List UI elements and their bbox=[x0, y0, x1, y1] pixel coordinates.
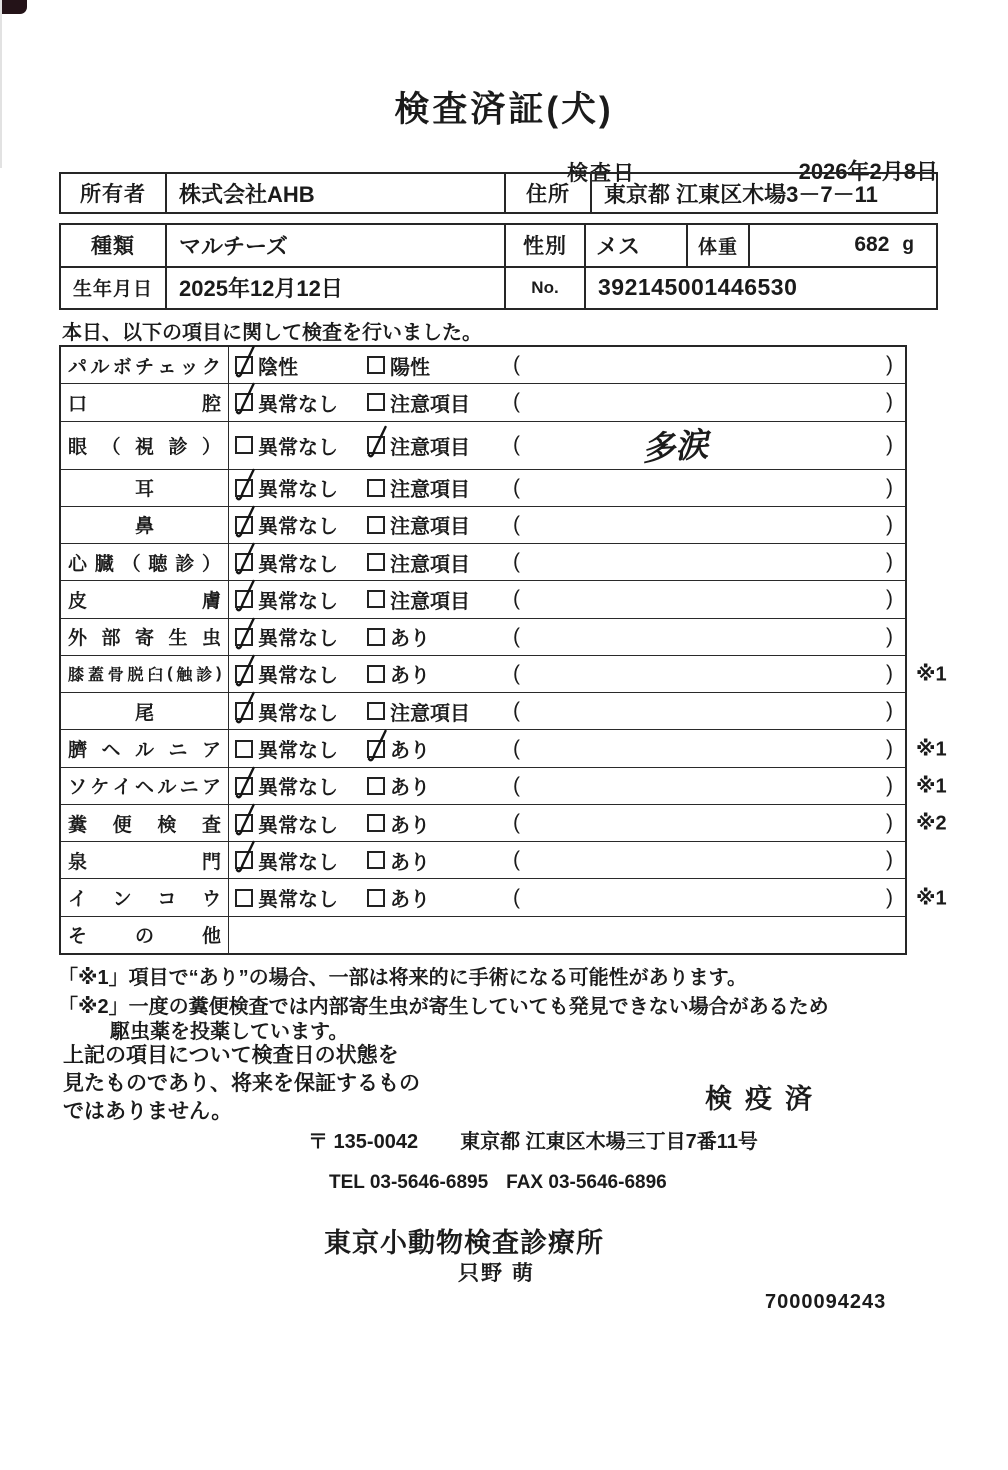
option-1 bbox=[235, 510, 367, 539]
check-mark-icon bbox=[365, 424, 389, 458]
paren-note bbox=[520, 774, 886, 797]
checkbox-icon bbox=[235, 702, 253, 720]
checkup-row bbox=[61, 421, 905, 469]
checkbox-icon bbox=[235, 393, 253, 411]
checkbox-icon bbox=[367, 553, 385, 571]
checkup-row bbox=[61, 580, 905, 617]
checkbox-icon bbox=[235, 740, 253, 758]
footnote-mark: ※1 bbox=[916, 775, 947, 798]
option-1 bbox=[235, 431, 367, 460]
clinic-tel-line bbox=[329, 1172, 667, 1194]
check-mark-icon bbox=[233, 541, 257, 575]
checkup-item-label: 眼 （ 視 診 ） bbox=[61, 422, 229, 469]
checkup-item-label: イ ン コ ウ bbox=[61, 879, 229, 915]
option-2-label: あり bbox=[390, 740, 430, 763]
check-mark-icon bbox=[233, 467, 257, 501]
paren-note bbox=[520, 588, 886, 611]
option-1 bbox=[235, 659, 367, 688]
option-1-label: 異常なし bbox=[258, 889, 338, 912]
footnote-mark: ※2 bbox=[916, 812, 947, 835]
option-2 bbox=[367, 351, 513, 380]
breed-label: 種類 bbox=[91, 235, 135, 259]
pet-table bbox=[59, 223, 938, 310]
option-1-label: 異常なし bbox=[258, 479, 338, 502]
disclaimer-line-1: 上記の項目について検査日の状態を bbox=[63, 1044, 399, 1067]
checkup-row bbox=[61, 618, 905, 655]
checkbox-icon bbox=[235, 777, 253, 795]
serial-number: 7000094243 bbox=[765, 1291, 887, 1313]
checkbox-icon bbox=[235, 553, 253, 571]
checkup-row bbox=[61, 506, 905, 543]
option-2 bbox=[367, 388, 513, 417]
disclaimer bbox=[63, 1042, 420, 1126]
check-mark-icon bbox=[233, 578, 257, 612]
checkbox-icon bbox=[367, 814, 385, 832]
checkup-item-label: ソ ケ イ ヘ ル ニ ア bbox=[61, 768, 229, 804]
no-value: 392145001446530 bbox=[584, 268, 936, 309]
option-1-label: 異常なし bbox=[258, 393, 338, 416]
paren-close: ) bbox=[886, 885, 893, 909]
check-mark-icon bbox=[233, 690, 257, 724]
checkbox-icon bbox=[367, 777, 385, 795]
paren-note bbox=[520, 513, 886, 536]
option-2-label: 注意項目 bbox=[390, 436, 470, 459]
option-2-label: あり bbox=[390, 628, 430, 651]
checkup-item-result bbox=[229, 581, 905, 617]
paren-open: ( bbox=[513, 773, 520, 797]
option-2-label: 陽性 bbox=[390, 356, 430, 379]
weight-value-cell bbox=[748, 225, 936, 266]
scan-artifact bbox=[0, 0, 27, 14]
option-2 bbox=[367, 585, 513, 614]
paren-open: ( bbox=[513, 624, 520, 648]
checkup-row bbox=[61, 347, 905, 383]
option-1 bbox=[235, 548, 367, 577]
checkup-item-result bbox=[229, 805, 905, 841]
sex-label: 性別 bbox=[504, 225, 584, 266]
checkbox-icon bbox=[367, 889, 385, 907]
option-1 bbox=[235, 622, 367, 651]
paren-close: ) bbox=[886, 587, 893, 611]
disclaimer-line-3: ではありません。 bbox=[63, 1100, 233, 1123]
checkup-item-label: 尾 bbox=[61, 693, 229, 729]
checkup-item-label: そ の 他 bbox=[61, 917, 229, 953]
birth-value: 2025年12月12日 bbox=[165, 268, 504, 309]
paren-close: ) bbox=[886, 848, 893, 872]
checkup-item-result bbox=[229, 544, 905, 580]
paren-close: ) bbox=[886, 512, 893, 536]
option-2 bbox=[367, 431, 513, 460]
handwritten-note: 多涙 bbox=[640, 424, 710, 468]
paren-open: ( bbox=[513, 699, 520, 723]
pet-row-1 bbox=[61, 225, 936, 266]
checkup-item-result bbox=[229, 693, 905, 729]
paren-close: ) bbox=[886, 811, 893, 835]
option-1-label: 異常なし bbox=[258, 702, 338, 725]
paren-close: ) bbox=[886, 390, 893, 414]
checkbox-icon bbox=[235, 356, 253, 374]
option-1 bbox=[235, 883, 367, 912]
option-2-label: あり bbox=[390, 814, 430, 837]
footnote-mark: ※1 bbox=[916, 887, 947, 910]
weight-value: 682 bbox=[854, 233, 890, 257]
paren-note bbox=[520, 551, 886, 574]
option-1 bbox=[235, 473, 367, 502]
checkup-item-result bbox=[229, 422, 905, 469]
owner-row bbox=[61, 174, 936, 212]
paren-open: ( bbox=[513, 661, 520, 685]
checkbox-icon bbox=[235, 889, 253, 907]
option-1-label: 異常なし bbox=[258, 851, 338, 874]
option-1 bbox=[235, 388, 367, 417]
paren-close: ) bbox=[886, 736, 893, 760]
checkup-item-label: 心 臓 （ 聴 診 ） bbox=[61, 544, 229, 580]
paren-note bbox=[520, 849, 886, 872]
checkup-item-result bbox=[229, 507, 905, 543]
checkup-item-result bbox=[229, 768, 905, 804]
paren-close: ) bbox=[886, 550, 893, 574]
paren-open: ( bbox=[513, 353, 520, 377]
check-mark-icon bbox=[233, 839, 257, 873]
checkbox-icon bbox=[235, 665, 253, 683]
checkbox-icon bbox=[235, 436, 253, 454]
option-1 bbox=[235, 846, 367, 875]
check-mark-icon bbox=[233, 765, 257, 799]
paren-close: ) bbox=[886, 773, 893, 797]
option-1-label: 異常なし bbox=[258, 628, 338, 651]
paren-note bbox=[520, 886, 886, 909]
option-1-label: 異常なし bbox=[258, 814, 338, 837]
checkup-row bbox=[61, 729, 947, 766]
checkup-item-label: 糞 便 検 査 bbox=[61, 805, 229, 841]
option-2 bbox=[367, 473, 513, 502]
option-1-label: 異常なし bbox=[258, 516, 338, 539]
checkup-item-result bbox=[229, 470, 905, 506]
paren-open: ( bbox=[513, 512, 520, 536]
option-1-label: 異常なし bbox=[258, 553, 338, 576]
sex-value: メス bbox=[584, 225, 686, 266]
checkup-item-label: 鼻 bbox=[61, 507, 229, 543]
clinic-postal-code: 〒 135-0042 bbox=[308, 1131, 419, 1153]
birth-label: 生年月日 bbox=[72, 279, 153, 301]
option-1 bbox=[235, 585, 367, 614]
option-2-label: あり bbox=[390, 889, 430, 912]
paren-note bbox=[520, 662, 886, 685]
checkbox-icon bbox=[367, 393, 385, 411]
checkup-row bbox=[61, 878, 947, 915]
checkup-item-result bbox=[229, 347, 905, 383]
paren-close: ) bbox=[886, 433, 893, 457]
option-2-label: 注意項目 bbox=[390, 702, 470, 725]
check-mark-icon bbox=[233, 802, 257, 836]
option-2-label: 注意項目 bbox=[390, 590, 470, 613]
option-2 bbox=[367, 809, 513, 838]
clinic-fax: FAX 03-5646-6896 bbox=[506, 1172, 667, 1193]
paren-close: ) bbox=[886, 699, 893, 723]
checkup-row bbox=[61, 469, 905, 506]
paren-open: ( bbox=[513, 885, 520, 909]
paren-close: ) bbox=[886, 475, 893, 499]
checkup-item-label: 皮 膚 bbox=[61, 581, 229, 617]
option-2 bbox=[367, 622, 513, 651]
option-2 bbox=[367, 510, 513, 539]
option-2-label: 注意項目 bbox=[390, 393, 470, 416]
owner-label: 所有者 bbox=[80, 183, 146, 206]
paren-note bbox=[520, 812, 886, 835]
checkbox-icon bbox=[367, 628, 385, 646]
checkup-item-result bbox=[229, 384, 905, 420]
checkup-item-result bbox=[229, 917, 905, 953]
option-2-label: 注意項目 bbox=[390, 516, 470, 539]
checkbox-icon bbox=[235, 516, 253, 534]
veterinarian-name: 只野 萌 bbox=[458, 1262, 535, 1285]
option-1 bbox=[235, 351, 367, 380]
option-2-label: あり bbox=[390, 665, 430, 688]
clinic-tel: TEL 03-5646-6895 bbox=[329, 1172, 489, 1193]
paren-note bbox=[520, 391, 886, 414]
inspection-date-value: 2026年2月8日 bbox=[798, 159, 938, 184]
checkup-row bbox=[61, 543, 905, 580]
paren-note bbox=[520, 354, 886, 377]
footnote-mark: ※1 bbox=[916, 738, 947, 761]
checkup-item-label: 泉 門 bbox=[61, 842, 229, 878]
option-2 bbox=[367, 846, 513, 875]
disclaimer-line-2: 見たものであり、将来を保証するもの bbox=[63, 1072, 420, 1095]
paren-note bbox=[520, 737, 886, 760]
checkup-item-label: 外 部 寄 生 虫 bbox=[61, 619, 229, 655]
checkbox-icon bbox=[235, 851, 253, 869]
option-2-label: 注意項目 bbox=[390, 553, 470, 576]
checkbox-icon bbox=[367, 740, 385, 758]
checkup-row bbox=[61, 767, 947, 804]
option-2 bbox=[367, 734, 513, 763]
clinic-address: 東京都 江東区木場三丁目7番11号 bbox=[460, 1131, 758, 1153]
option-2-label: あり bbox=[390, 851, 430, 874]
checkup-item-result bbox=[229, 656, 905, 692]
intro-statement: 本日、以下の項目に関して検査を行いました。 bbox=[62, 322, 482, 344]
weight-label: 体重 bbox=[686, 225, 748, 266]
address-label: 住所 bbox=[504, 174, 590, 212]
check-mark-icon bbox=[233, 504, 257, 538]
checkup-row bbox=[61, 916, 905, 953]
paren-open: ( bbox=[513, 550, 520, 574]
checkup-row bbox=[61, 383, 905, 420]
checkbox-icon bbox=[235, 628, 253, 646]
check-mark-icon bbox=[233, 653, 257, 687]
checkup-item-label: 口 腔 bbox=[61, 384, 229, 420]
option-1 bbox=[235, 734, 367, 763]
checkbox-icon bbox=[367, 590, 385, 608]
document-title: 検査済証(犬) bbox=[394, 90, 614, 129]
option-1-label: 異常なし bbox=[258, 590, 338, 613]
footnote-mark: ※1 bbox=[916, 663, 947, 686]
checkbox-icon bbox=[367, 479, 385, 497]
option-1 bbox=[235, 771, 367, 800]
option-2 bbox=[367, 883, 513, 912]
checkup-table bbox=[59, 345, 947, 955]
checkup-item-result bbox=[229, 842, 905, 878]
checkbox-icon bbox=[235, 814, 253, 832]
option-1-label: 異常なし bbox=[258, 740, 338, 763]
checkbox-icon bbox=[367, 356, 385, 374]
checkbox-icon bbox=[367, 702, 385, 720]
owner-table bbox=[59, 172, 938, 214]
option-2 bbox=[367, 771, 513, 800]
address-value: 東京都 江東区木場3－7－11 bbox=[590, 174, 936, 212]
checkbox-icon bbox=[367, 436, 385, 454]
checkbox-icon bbox=[367, 665, 385, 683]
clinic-address-line bbox=[308, 1125, 758, 1154]
checkup-item-label: 臍 ヘ ル ニ ア bbox=[61, 730, 229, 766]
weight-unit: g bbox=[902, 234, 914, 256]
quarantine-stamp: 検疫済 bbox=[705, 1084, 825, 1114]
checkup-row bbox=[61, 655, 947, 692]
checkup-row bbox=[61, 804, 947, 841]
checkup-item-result bbox=[229, 730, 905, 766]
paren-note bbox=[520, 700, 886, 723]
check-mark-icon bbox=[233, 616, 257, 650]
clinic-name: 東京小動物検査診療所 bbox=[324, 1228, 604, 1258]
option-1-label: 異常なし bbox=[258, 777, 338, 800]
checkup-item-result bbox=[229, 619, 905, 655]
paren-open: ( bbox=[513, 587, 520, 611]
footnote-1: 「※1」項目で“あり”の場合、一部は将来的に手術になる可能性があります。 bbox=[58, 967, 747, 989]
option-2-label: 注意項目 bbox=[390, 479, 470, 502]
option-2 bbox=[367, 697, 513, 726]
paren-note bbox=[520, 422, 886, 469]
paren-open: ( bbox=[513, 848, 520, 872]
checkbox-icon bbox=[367, 851, 385, 869]
paren-open: ( bbox=[513, 433, 520, 457]
paren-open: ( bbox=[513, 475, 520, 499]
owner-value: 株式会社AHB bbox=[165, 174, 504, 212]
check-mark-icon bbox=[233, 381, 257, 415]
no-label: No. bbox=[504, 268, 584, 309]
paren-close: ) bbox=[886, 661, 893, 685]
option-1 bbox=[235, 697, 367, 726]
inspection-date-label: 検査日 bbox=[567, 162, 636, 185]
checkup-item-result bbox=[229, 879, 905, 915]
paren-close: ) bbox=[886, 624, 893, 648]
checkup-row bbox=[61, 692, 905, 729]
paren-open: ( bbox=[513, 390, 520, 414]
checkup-item-label: パ ル ボ チ ェ ッ ク bbox=[61, 347, 229, 383]
paren-note bbox=[520, 476, 886, 499]
option-1 bbox=[235, 809, 367, 838]
option-1-label: 異常なし bbox=[258, 436, 338, 459]
checkup-row bbox=[61, 841, 905, 878]
checkbox-icon bbox=[367, 516, 385, 534]
paren-open: ( bbox=[513, 811, 520, 835]
check-mark-icon bbox=[233, 344, 257, 378]
footnote-2: 「※2」一度の糞便検査では内部寄生虫が寄生していても発見できない場合があるため bbox=[58, 996, 829, 1018]
checkbox-icon bbox=[235, 479, 253, 497]
option-1-label: 陰性 bbox=[258, 356, 298, 379]
paren-open: ( bbox=[513, 736, 520, 760]
check-mark-icon bbox=[365, 728, 389, 762]
option-2-label: あり bbox=[390, 777, 430, 800]
option-2 bbox=[367, 548, 513, 577]
pet-row-2 bbox=[61, 266, 936, 309]
breed-value: マルチーズ bbox=[165, 225, 504, 266]
checkup-item-label: 耳 bbox=[61, 470, 229, 506]
option-2 bbox=[367, 659, 513, 688]
checkbox-icon bbox=[235, 590, 253, 608]
paren-close: ) bbox=[886, 353, 893, 377]
paren-note bbox=[520, 625, 886, 648]
footnote-2-continued: 駆虫薬を投薬しています。 bbox=[110, 1021, 349, 1043]
checkup-item-label: 膝 蓋 骨 脱 臼 ( 触 診 ) bbox=[61, 656, 229, 692]
option-1-label: 異常なし bbox=[258, 665, 338, 688]
